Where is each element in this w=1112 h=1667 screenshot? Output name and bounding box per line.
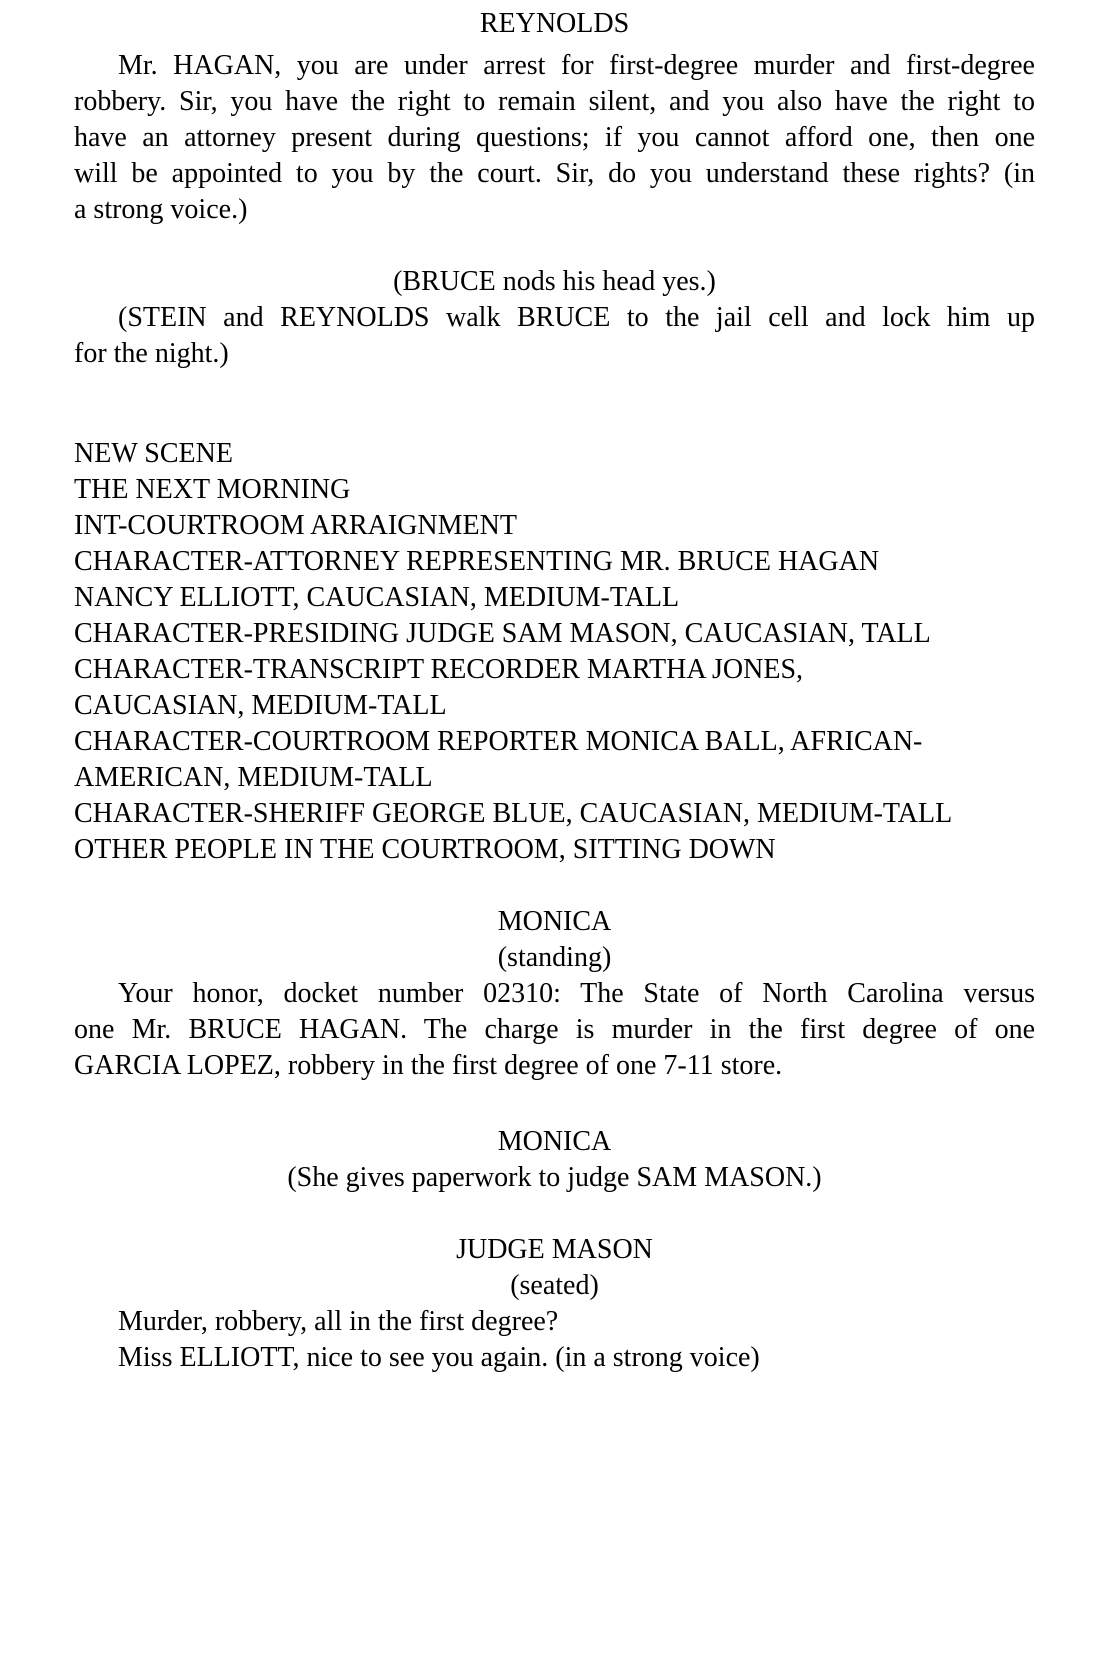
scene-heading-line: OTHER PEOPLE IN THE COURTROOM, SITTING DOWN	[74, 834, 776, 865]
action-line: for the night.)	[74, 338, 229, 369]
scene-heading-line: CAUCASIAN, MEDIUM-TALL	[74, 690, 447, 721]
parenthetical: (seated)	[510, 1270, 599, 1301]
scene-heading-line: CHARACTER-COURTROOM REPORTER MONICA BALL, AFRICAN-	[74, 726, 923, 757]
character-name: JUDGE MASON	[456, 1234, 653, 1265]
dialogue-line: one Mr. BRUCE HAGAN. The charge is murder in the first degree of one	[74, 1014, 1035, 1045]
scene-heading-line: NANCY ELLIOTT, CAUCASIAN, MEDIUM-TALL	[74, 582, 680, 613]
dialogue-line: have an attorney present during questions; if you cannot afford one, then one	[74, 122, 1035, 153]
parenthetical: (She gives paperwork to judge SAM MASON.)	[287, 1162, 822, 1193]
character-name: MONICA	[497, 906, 612, 937]
dialogue-line: Murder, robbery, all in the first degree?	[118, 1306, 559, 1337]
character-name: MONICA	[497, 1126, 612, 1157]
scene-heading-line: CHARACTER-SHERIFF GEORGE BLUE, CAUCASIAN, MEDIUM-TALL	[74, 798, 953, 829]
dialogue-line: robbery. Sir, you have the right to remain silent, and you also have the right to	[74, 86, 1035, 117]
blank-line	[74, 1196, 1035, 1232]
scene-heading-line: CHARACTER-TRANSCRIPT RECORDER MARTHA JONES,	[74, 654, 804, 685]
blank-line	[74, 228, 1035, 264]
scene-heading-line: AMERICAN, MEDIUM-TALL	[74, 762, 433, 793]
scene-heading-line: INT-COURTROOM ARRAIGNMENT	[74, 510, 517, 541]
blank-line	[74, 372, 1035, 436]
character-name: REYNOLDS	[479, 8, 630, 39]
dialogue-line: will be appointed to you by the court. Sir, do you understand these rights? (in	[74, 158, 1035, 189]
action-line: (STEIN and REYNOLDS walk BRUCE to the jail cell and lock him up	[118, 302, 1035, 333]
dialogue-line: Your honor, docket number 02310: The State of North Carolina versus	[118, 978, 1035, 1009]
scene-heading-line: CHARACTER-PRESIDING JUDGE SAM MASON, CAUCASIAN, TALL	[74, 618, 931, 649]
action-line: (BRUCE nods his head yes.)	[393, 266, 716, 297]
scene-heading-line: THE NEXT MORNING	[74, 474, 351, 505]
blank-line	[74, 1084, 1035, 1124]
dialogue-line: a strong voice.)	[74, 194, 248, 225]
parenthetical: (standing)	[497, 942, 612, 973]
dialogue-line: Miss ELLIOTT, nice to see you again. (in a strong voice)	[118, 1342, 760, 1373]
scene-heading-line: NEW SCENE	[74, 438, 233, 469]
dialogue-line: Mr. HAGAN, you are under arrest for first-degree murder and first-degree	[118, 50, 1035, 81]
blank-line	[74, 868, 1035, 904]
scene-heading-line: CHARACTER-ATTORNEY REPRESENTING MR. BRUCE HAGAN	[74, 546, 880, 577]
dialogue-line: GARCIA LOPEZ, robbery in the first degree of one 7-11 store.	[74, 1050, 783, 1081]
